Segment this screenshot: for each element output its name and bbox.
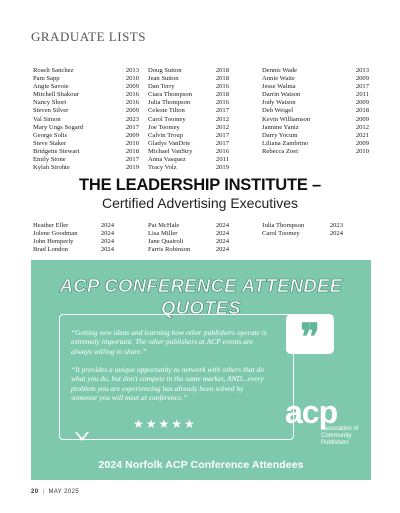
graduation-year: 2024 xyxy=(100,238,114,246)
graduation-year: 2009 xyxy=(355,139,369,147)
list-item xyxy=(262,140,369,148)
acp-quotes-heading: ACP CONFERENCE ATTENDEE QUOTES xyxy=(59,275,343,318)
person-name: Ciara Thompson xyxy=(148,91,193,99)
graduation-year: 2009 xyxy=(125,83,139,91)
graduation-year: 2019 xyxy=(215,164,229,172)
graduation-year: 2012 xyxy=(355,123,369,131)
person-name: Celeste Tilton xyxy=(148,107,185,115)
list-item xyxy=(33,132,139,140)
person-name: Julia Thompson xyxy=(148,99,191,107)
person-name: Jody Watson xyxy=(262,99,296,107)
list-item xyxy=(148,156,229,164)
graduation-year: 2012 xyxy=(215,123,229,131)
graduation-year: 2009 xyxy=(355,99,369,107)
list-item xyxy=(33,140,139,148)
leadership-institute-title: THE LEADERSHIP INSTITUTE – xyxy=(78,176,322,194)
list-item xyxy=(262,132,369,140)
graduation-year: 2011 xyxy=(356,91,369,99)
person-name: Angie Savoie xyxy=(33,83,69,91)
graduation-year: 2024 xyxy=(100,222,114,229)
leadership-list-column-3 xyxy=(262,222,343,238)
list-item xyxy=(148,75,229,83)
list-item xyxy=(33,230,114,238)
graduate-list-column-3 xyxy=(262,67,369,156)
list-item xyxy=(33,75,139,83)
list-item xyxy=(262,230,343,238)
issue-date: MAY 2025 xyxy=(48,489,80,495)
list-item xyxy=(148,246,229,254)
graduation-year: 2016 xyxy=(125,91,139,99)
list-item xyxy=(148,99,229,107)
person-name: Liliana Zambrino xyxy=(262,139,309,147)
speech-bubble-tail-inner xyxy=(77,432,87,438)
list-item xyxy=(33,116,139,124)
graduation-year: 2023 xyxy=(329,222,343,229)
graduation-year: 2013 xyxy=(125,67,139,74)
person-name: Steve Staker xyxy=(33,139,67,147)
person-name: Farris Robinson xyxy=(148,246,191,254)
list-item xyxy=(148,238,229,246)
leadership-list-column-2 xyxy=(148,222,229,254)
acp-logo: acp xyxy=(285,394,338,430)
graduate-lists-title: GRADUATE LISTS xyxy=(31,29,146,44)
graduation-year: 2023 xyxy=(125,115,139,123)
graduation-year: 2017 xyxy=(215,131,229,139)
list-item xyxy=(148,116,229,124)
graduation-year: 2024 xyxy=(329,230,343,238)
person-name: Tracy Volz xyxy=(148,164,177,172)
five-star-rating-icon: ★★★★★ xyxy=(133,417,197,431)
graduation-year: 2018 xyxy=(215,91,229,99)
list-item xyxy=(33,99,139,107)
person-name: Annie Waite xyxy=(262,75,295,83)
list-item xyxy=(262,83,369,91)
list-item xyxy=(33,148,139,156)
person-name: George Solis xyxy=(33,131,68,139)
list-item xyxy=(33,222,114,230)
graduation-year: 2024 xyxy=(215,230,229,238)
quote-marks-icon: ❞ xyxy=(286,314,334,354)
graduation-year: 2018 xyxy=(215,75,229,83)
list-item xyxy=(148,124,229,132)
graduation-year: 2011 xyxy=(216,156,229,164)
graduation-year: 2024 xyxy=(100,246,114,254)
list-item xyxy=(148,222,229,230)
list-item xyxy=(148,132,229,140)
person-name: Gladys VanDrie xyxy=(148,139,191,147)
list-item xyxy=(33,164,139,172)
graduation-year: 2019 xyxy=(125,164,139,172)
list-item xyxy=(262,116,369,124)
person-name: Jean Sutton xyxy=(148,75,179,83)
person-name: John Hemperly xyxy=(33,238,74,246)
attendee-quote-1: “Getting new ideas and learning how other publishers operate is extremely important. The other publishers at ACP events are always willing to share.” xyxy=(71,328,267,356)
graduate-list-column-1 xyxy=(33,67,139,172)
graduation-year: 2013 xyxy=(355,67,369,74)
list-item xyxy=(262,75,369,83)
page-footer xyxy=(31,489,79,495)
person-name: Steven Silver xyxy=(33,107,69,115)
person-name: Dan Terry xyxy=(148,83,175,91)
person-name: Anna Vasquez xyxy=(148,156,186,164)
attendee-quote-2: “It provides a unique opportunity to network with others that do what you do, but don't compete in the same market, AND...every problem you are experiencing has already been solved by someone you will meet at conference.” xyxy=(71,365,265,403)
person-name: Jane Quairoli xyxy=(148,238,184,246)
person-name: Carol Toomey xyxy=(262,230,300,238)
footer-separator: | xyxy=(42,489,45,495)
list-item xyxy=(262,99,369,107)
list-item xyxy=(148,83,229,91)
graduation-year: 2018 xyxy=(125,147,139,155)
person-name: Pat McHale xyxy=(148,222,180,229)
list-item xyxy=(148,107,229,115)
graduation-year: 2017 xyxy=(215,107,229,115)
person-name: Dennis Wade xyxy=(262,67,298,74)
graduation-year: 2024 xyxy=(215,222,229,229)
person-name: Heather Eller xyxy=(33,222,69,229)
person-name: Jolene Goodman xyxy=(33,230,78,238)
list-item xyxy=(262,67,369,75)
person-name: Calvin Troup xyxy=(148,131,183,139)
graduation-year: 2018 xyxy=(215,67,229,74)
graduation-year: 2009 xyxy=(355,115,369,123)
graduate-list-column-2 xyxy=(148,67,229,172)
person-name: Rebecca Zoet xyxy=(262,147,299,155)
list-item xyxy=(33,124,139,132)
graduation-year: 2024 xyxy=(215,246,229,254)
graduation-year: 2024 xyxy=(215,238,229,246)
person-name: Nancy Short xyxy=(33,99,67,107)
person-name: Darry Yocum xyxy=(262,131,298,139)
graduation-year: 2009 xyxy=(355,75,369,83)
graduation-year: 2010 xyxy=(355,147,369,155)
person-name: Pam Sapp xyxy=(33,75,60,83)
graduation-year: 2021 xyxy=(355,131,369,139)
person-name: Carol Toomey xyxy=(148,115,186,123)
person-name: Deb Weigel xyxy=(262,107,294,115)
graduation-year: 2010 xyxy=(125,139,139,147)
list-item xyxy=(33,246,114,254)
person-name: Mary Ungs Sogard xyxy=(33,123,84,131)
list-item xyxy=(33,83,139,91)
person-name: Brad London xyxy=(33,246,68,254)
graduation-year: 2009 xyxy=(125,107,139,115)
list-item xyxy=(148,148,229,156)
list-item xyxy=(33,107,139,115)
list-item xyxy=(33,156,139,164)
person-name: Kevin Williamson xyxy=(262,115,311,123)
graduation-year: 2012 xyxy=(215,115,229,123)
page-number: 20 xyxy=(31,489,39,495)
list-item xyxy=(148,230,229,238)
list-item xyxy=(262,124,369,132)
graduation-year: 2016 xyxy=(125,99,139,107)
person-name: Doug Sutton xyxy=(148,67,182,74)
graduation-year: 2010 xyxy=(125,75,139,83)
graduation-year: 2017 xyxy=(355,83,369,91)
list-item xyxy=(33,238,114,246)
list-item xyxy=(262,107,369,115)
graduation-year: 2017 xyxy=(125,156,139,164)
person-name: Kylah Strohte xyxy=(33,164,70,172)
graduation-year: 2017 xyxy=(125,123,139,131)
list-item xyxy=(33,67,139,75)
list-item xyxy=(33,91,139,99)
graduation-year: 2018 xyxy=(355,107,369,115)
graduation-year: 2016 xyxy=(215,147,229,155)
acp-quotes-panel xyxy=(31,260,371,480)
person-name: Val Simon xyxy=(33,115,61,123)
person-name: Lisa Miller xyxy=(148,230,178,238)
list-item xyxy=(148,67,229,75)
graduation-year: 2016 xyxy=(215,99,229,107)
acp-panel-footer: 2024 Norfolk ACP Conference Attendees xyxy=(98,459,304,471)
person-name: Jannine Yaniz xyxy=(262,123,299,131)
person-name: Bridgette Stewart xyxy=(33,147,80,155)
leadership-list-column-1 xyxy=(33,222,114,254)
list-item xyxy=(148,140,229,148)
graduation-year: 2024 xyxy=(100,230,114,238)
list-item xyxy=(148,164,229,172)
person-name: Mitchell Shakour xyxy=(33,91,79,99)
person-name: Joe Toomey xyxy=(148,123,180,131)
graduation-year: 2017 xyxy=(215,139,229,147)
person-name: Darrin Watson xyxy=(262,91,301,99)
acp-logo-subtitle: Association of Community Publishers xyxy=(321,426,359,446)
graduation-year: 2009 xyxy=(125,131,139,139)
person-name: Emily Stone xyxy=(33,156,66,164)
leadership-institute-subtitle: Certified Advertising Executives xyxy=(101,195,299,211)
list-item xyxy=(148,91,229,99)
person-name: Roseli Sanchez xyxy=(33,67,74,74)
list-item xyxy=(262,91,369,99)
list-item xyxy=(262,222,343,230)
graduation-year: 2016 xyxy=(215,83,229,91)
person-name: Julia Thompson xyxy=(262,222,305,229)
person-name: Michael VanStry xyxy=(148,147,193,155)
list-item xyxy=(262,148,369,156)
person-name: Jesse Walma xyxy=(262,83,296,91)
